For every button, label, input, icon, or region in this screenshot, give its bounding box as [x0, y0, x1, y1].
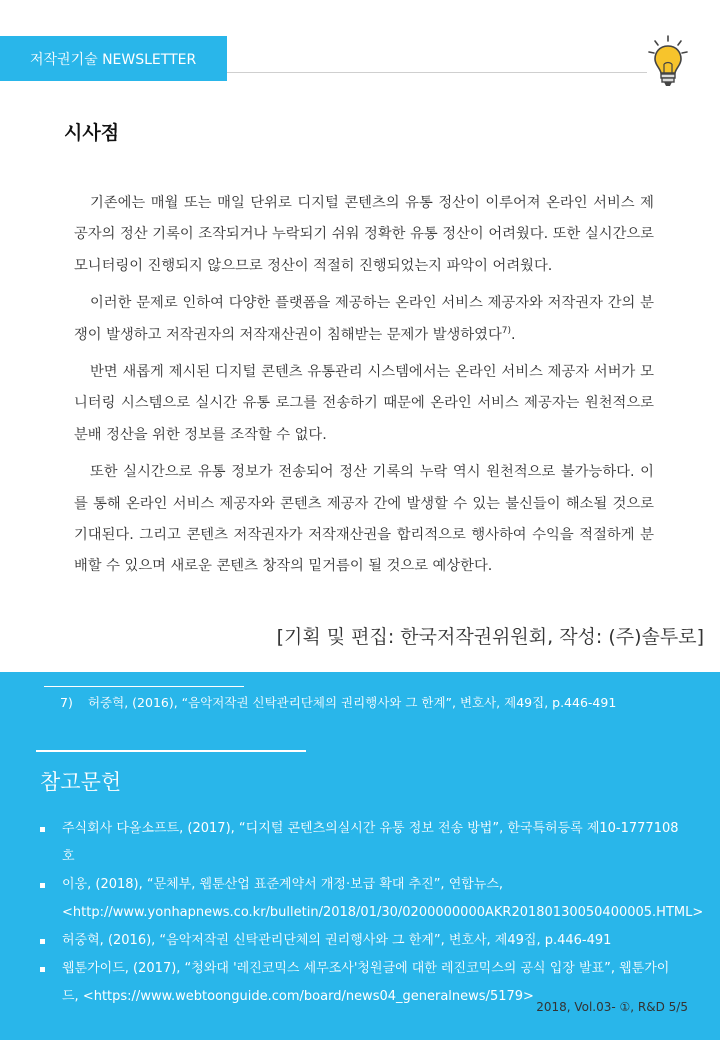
- newsletter-header-tab: [0, 36, 227, 81]
- editorial-credit: [기획 및 편집: 한국저작권위원회, 작성: (주)솔투로]: [276, 626, 704, 648]
- page-info: 2018, Vol.03- ①, R&D 5/5: [536, 1000, 688, 1014]
- paragraph-2-end: .: [511, 326, 516, 343]
- section-title: 시사점: [64, 122, 120, 144]
- reference-item: 허중혁, (2016), “음악저작권 신탁관리단체의 권리행사와 그 한계”, 변호사, 제49집, p.446-491: [40, 927, 680, 955]
- paragraph-2: [74, 288, 654, 351]
- newsletter-label: 저작권기술 NEWSLETTER: [30, 51, 197, 68]
- paragraph-3: 반면 새롭게 제시된 디지털 콘텐츠 유통관리 시스템에서는 온라인 서비스 제공자 서버가 모니터링 시스템으로 실시간 유통 로그를 전송하기 때문에 온라인 서비스 제공자는 원천적으로 분배 정산을 위한 정보를 조작할 수 없다.: [74, 364, 654, 443]
- footnote-number: 7): [60, 695, 73, 710]
- paragraph-4: 또한 실시간으로 유통 정보가 전송되어 정산 기록의 누락 역시 원천적으로 불가능하다. 이를 통해 온라인 서비스 제공자와 콘텐츠 제공자 간에 발생할 수 있는 불신들이 해소될 것으로 기대된다. 그리고 콘텐츠 저작권자가 저작재산권을 합리적으로 행사하여 수익을 적절하게 분배할 수 있으며 새로운 콘텐츠 창작의 밑거름이 될 것으로 예상한다.: [74, 464, 654, 575]
- reference-item: 주식회사 다올소프트, (2017), “디지털 콘텐츠의실시간 유통 정보 전송 방법”, 한국특허등록 제10-1777108호: [40, 815, 680, 871]
- lightbulb-icon: [646, 34, 690, 88]
- reference-item: 웹툰가이드, (2017), “청와대 '레진코믹스 세무조사'청원글에 대한 레진코믹스의 공식 입장 발표”, 웹툰가이드, <https://www.webtoonguide.com/board/news04_generalnews/5179>: [40, 955, 680, 1011]
- paragraph-2-text: 이러한 문제로 인하여 다양한 플랫폼을 제공하는 온라인 서비스 제공자와 저작권자 간의 분쟁이 발생하고 저작권자의 저작재산권이 침해받는 문제가 발생하였다: [74, 295, 654, 343]
- header-divider: [227, 72, 647, 73]
- paragraph-1: 기존에는 매월 또는 매일 단위로 디지털 콘텐츠의 유통 정산이 이루어져 온라인 서비스 제공자의 정산 기록이 조작되거나 누락되기 쉬워 정확한 유통 정산이 어려웠다. 또한 실시간으로 모니터링이 진행되지 않으므로 정산이 적절히 진행되었는지 파악이 어려웠다.: [74, 195, 654, 274]
- references-divider: [36, 750, 306, 752]
- footnote-ref: 7): [501, 325, 512, 336]
- reference-item: 이웅, (2018), “문체부, 웹툰산업 표준계약서 개정·보급 확대 추진”, 연합뉴스, <http://www.yonhapnews.co.kr/bulletin/2018/01/30/0200000000AKR20180130050400005.HTML>: [40, 871, 680, 927]
- footnote: [60, 693, 616, 711]
- references-title: 참고문헌: [40, 770, 122, 794]
- references-list: [40, 815, 704, 1011]
- footnote-divider: [44, 686, 244, 687]
- footnote-text: 허중혁, (2016), “음악저작권 신탁관리단체의 권리행사와 그 한계”, 변호사, 제49집, p.446-491: [87, 695, 617, 710]
- body-text: [74, 188, 654, 589]
